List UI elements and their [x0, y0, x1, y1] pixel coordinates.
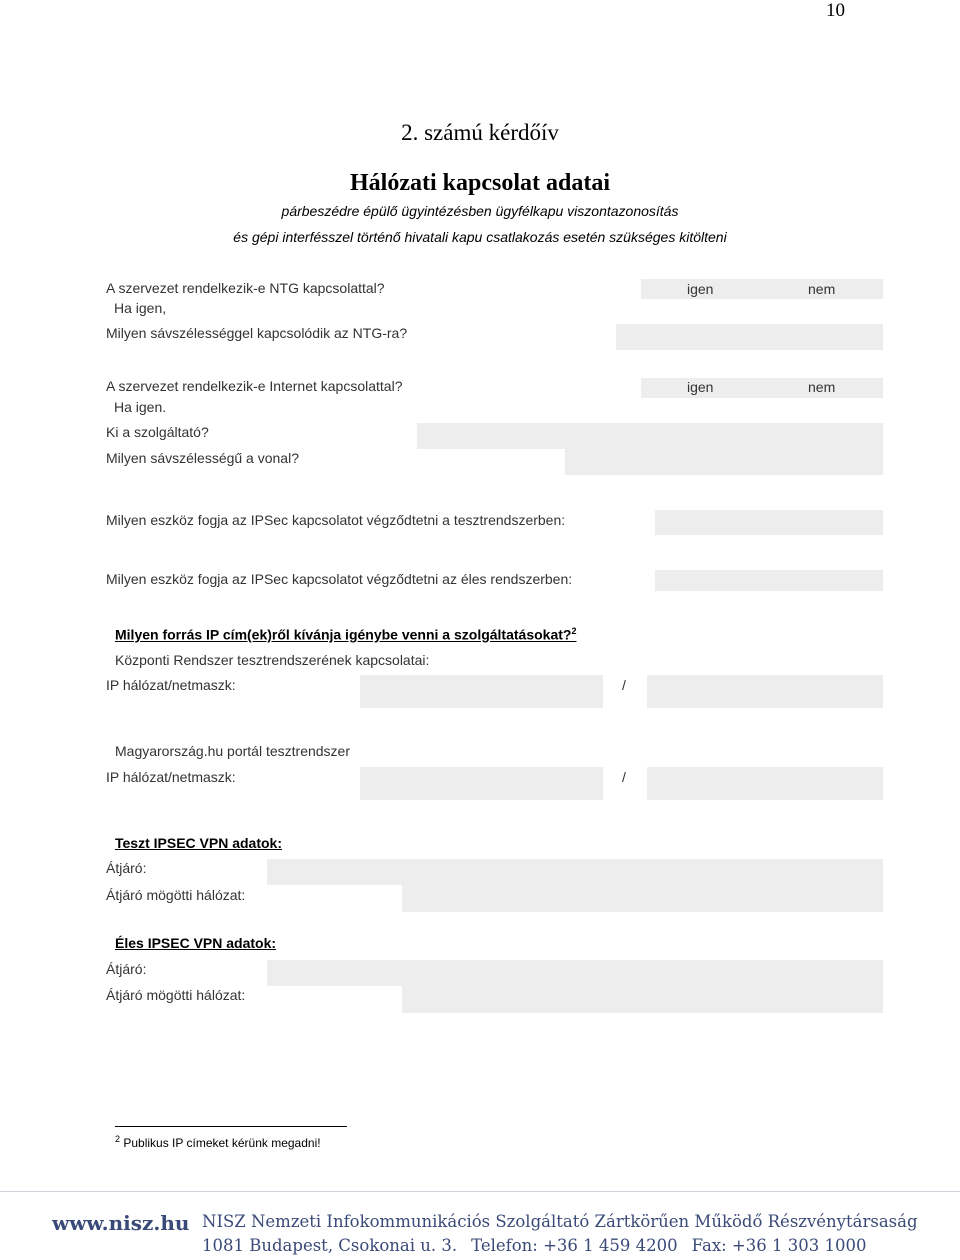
internet-option-no[interactable]: nem	[808, 379, 836, 395]
footnote-rule	[115, 1126, 347, 1127]
ntg-if-yes: Ha igen,	[114, 300, 167, 316]
footer-phone: Telefon: +36 1 459 4200	[471, 1236, 678, 1255]
footnote-number: 2	[115, 1134, 121, 1144]
internet-question: A szervezet rendelkezik-e Internet kapcsolattal?	[106, 378, 403, 394]
portal-ip-separator: /	[622, 769, 626, 785]
footer-address: 1081 Budapest, Csokonai u. 3.	[202, 1236, 458, 1255]
page-title: Hálózati kapcsolat adatai	[349, 170, 610, 196]
live-network-label: Átjáró mögötti hálózat:	[106, 987, 246, 1003]
ntg-bandwidth-question: Milyen sávszélességgel kapcsolódik az NTG-ra?	[106, 325, 408, 341]
subtitle-line-1: párbeszédre épülő ügyintézésben ügyfélkapu viszontazonosítás	[281, 203, 679, 219]
portal-system-label: Magyarország.hu portál tesztrendszer	[115, 743, 350, 759]
ntg-bandwidth-input[interactable]	[616, 324, 883, 350]
footer-website[interactable]: www.nisz.hu	[52, 1211, 190, 1235]
live-network-input[interactable]	[402, 986, 883, 1013]
ipsec-test-device-question: Milyen eszköz fogja az IPSec kapcsolatot végződtetni a tesztrendszerben:	[106, 512, 566, 528]
portal-netmask-input[interactable]	[647, 767, 883, 800]
test-vpn-heading: Teszt IPSEC VPN adatok:	[115, 835, 283, 851]
subtitle-line-2: és gépi interfésszel történő hivatali kapu csatlakozás esetén szükséges kitölteni	[233, 229, 727, 245]
ntg-choice-field	[641, 279, 883, 299]
central-ip-separator: /	[622, 677, 626, 693]
ntg-option-yes[interactable]: igen	[687, 281, 714, 297]
footnote-text: Publikus IP címeket kérünk megadni!	[123, 1136, 321, 1150]
live-gateway-label: Átjáró:	[106, 961, 147, 977]
live-vpn-heading: Éles IPSEC VPN adatok:	[115, 935, 277, 951]
form-number: 2. számú kérdőív	[401, 120, 559, 145]
footer-rule	[0, 1191, 960, 1192]
central-ip-label: IP hálózat/netmaszk:	[106, 677, 236, 693]
test-gateway-label: Átjáró:	[106, 860, 147, 876]
internet-option-yes[interactable]: igen	[687, 379, 714, 395]
central-netmask-input[interactable]	[647, 675, 883, 708]
live-gateway-input[interactable]	[267, 960, 883, 986]
portal-ip-label: IP hálózat/netmaszk:	[106, 769, 236, 785]
internet-bandwidth-input[interactable]	[565, 449, 883, 475]
footer-contact	[202, 1236, 866, 1255]
footer-fax: Fax: +36 1 303 1000	[691, 1236, 867, 1255]
ipsec-live-device-question: Milyen eszköz fogja az IPSec kapcsolatot végződtetni az éles rendszerben:	[106, 571, 573, 587]
central-system-label: Központi Rendszer tesztrendszerének kapcsolatai:	[115, 652, 430, 668]
internet-choice-field	[641, 378, 883, 398]
ntg-question: A szervezet rendelkezik-e NTG kapcsolattal?	[106, 280, 385, 296]
internet-bandwidth-question: Milyen sávszélességű a vonal?	[106, 450, 299, 466]
central-ip-input[interactable]	[360, 675, 603, 708]
page-number: 10	[826, 0, 845, 21]
source-ip-question: Milyen forrás IP cím(ek)ről kívánja igénybe venni a szolgáltatásokat?$^2$	[115, 626, 577, 643]
provider-input[interactable]	[417, 423, 883, 449]
internet-if-yes: Ha igen.	[114, 399, 167, 415]
ntg-option-no[interactable]: nem	[808, 281, 836, 297]
footer-company: NISZ Nemzeti Infokommunikációs Szolgáltató Zártkörűen Működő Részvénytársaság	[202, 1212, 918, 1231]
provider-question: Ki a szolgáltató?	[106, 424, 209, 440]
test-network-input[interactable]	[402, 885, 883, 912]
ipsec-live-device-input[interactable]	[655, 570, 883, 591]
portal-ip-input[interactable]	[360, 767, 603, 800]
footnote-reference: 2	[571, 626, 577, 636]
footnote	[115, 1134, 321, 1150]
ipsec-test-device-input[interactable]	[655, 510, 883, 535]
test-network-label: Átjáró mögötti hálózat:	[106, 887, 246, 903]
test-gateway-input[interactable]	[267, 859, 883, 885]
